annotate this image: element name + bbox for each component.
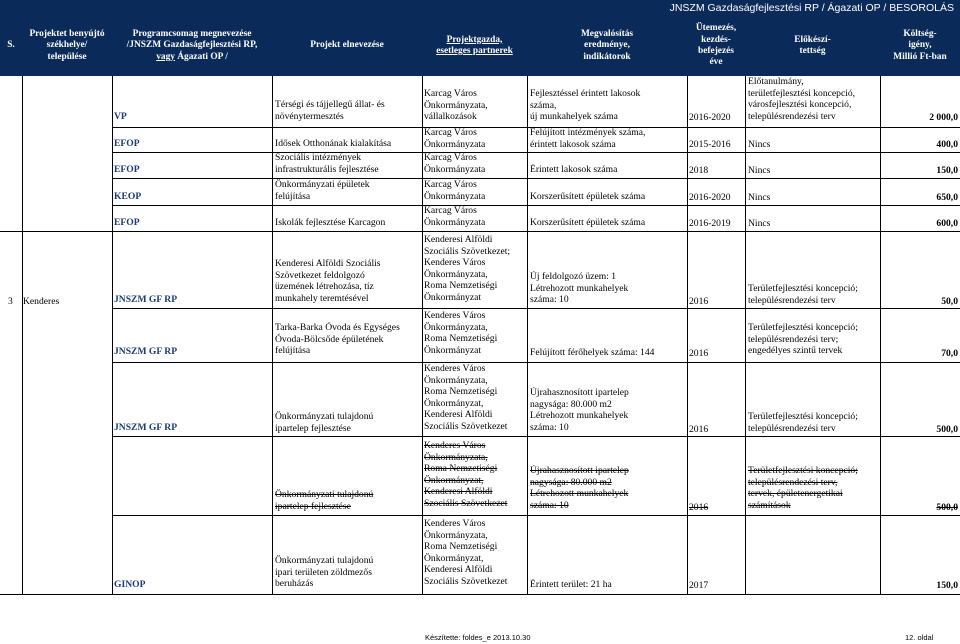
cell-elokeszitettseg: Nincs [748,218,771,229]
cell-eredmeny: Felújított intézmények száma, érintett lakosok száma [530,127,646,150]
row-divider [112,515,960,516]
cell-koltseg: 2 000,0 [929,112,958,123]
row-divider [112,205,960,206]
cell-elokeszitettseg: Területfejlesztési koncepció; településrendezési terv; engedélyes szintű tervek [748,322,858,356]
header-koltseg: Költség- igény, Millió Ft-ban [893,29,947,62]
cell-projekt: Önkormányzati tulajdonú ipartelep fejlesztése [275,411,374,434]
cell-program: EFOP [114,217,140,228]
cell-ev: 2016-2020 [689,112,731,123]
cell-koltseg: 500,0 [936,502,958,513]
header-program-line1: Programcsomag megnevezése [132,29,252,40]
cell-eredmeny: Új feldolgozó üzem: 1 Létrehozott munkahelyek száma: 10 [530,271,629,305]
cell-eredmeny: Újrahasznosított ipartelep nagysága: 80.000 m2 Létrehozott munkahelyek száma: 10 [530,387,629,433]
cell-elokeszitettseg: Területfejlesztési koncepció; településrendezési terv [748,411,858,434]
cell-eredmeny: Érintett terület: 21 ha [530,579,612,590]
cell-gazda: Karcag Város Önkormányzata [424,205,486,228]
header-programcsomag [112,16,272,76]
cell-program: EFOP [114,164,140,175]
row-divider [112,178,960,179]
row-divider [112,362,960,363]
cell-projekt: Idősek Otthonának kialakítása [275,138,392,149]
cell-projekt: Önkormányzati tulajdonú ipartelep fejlesztése [275,489,374,512]
cell-ev: 2016-2020 [689,192,731,203]
document-title-bar [0,0,960,16]
cell-projekt: Térségi és tájjellegű állat- és növénytermesztés [275,99,385,122]
cell-gazda: Kenderes Város Önkormányzata, Roma Nemzetiségi Önkormányzat, Kenderesi Alföldi Szociális Szövetkezet [424,363,508,432]
cell-koltseg: 70,0 [941,348,958,359]
cell-gazda: Kenderes Város Önkormányzata, Roma Nemzetiségi Önkormányzat, Kenderesi Alföldi Szociális Szövetkezet [424,518,508,587]
header-sorszam: S. [7,40,15,51]
cell-gazda: Kenderesi Alföldi Szociális Szövetkezet; Kenderes Város Önkormányzata, Roma Nemzetiségi Önkormányzat [424,234,511,303]
cell-program: KEOP [114,191,142,202]
group-telepules: Kenderes [23,296,60,307]
footer-author: Készítette: foldes_e 2013.10.30 [425,633,531,642]
table-bottom-border [0,594,960,595]
cell-projekt: Önkormányzati tulajdonú ipari területen zöldmezős beruházás [275,555,374,589]
column-border [687,76,688,594]
cell-elokeszitettseg: Területfejlesztési koncepció; településrendezési terv [748,283,858,306]
cell-ev: 2016 [689,502,709,513]
cell-ev: 2016 [689,296,709,307]
cell-koltseg: 600,0 [936,218,958,229]
cell-gazda: Karcag Város Önkormányzata [424,127,486,150]
header-program-line3: Ágazati OP / [174,51,228,62]
cell-program: JNSZM GF RP [114,346,178,357]
cell-projekt: Tarka-Barka Óvoda és Egységes Óvoda-Bölcsőde épületének felújítása [275,322,400,356]
row-divider [112,152,960,153]
cell-ev: 2018 [689,165,709,176]
header-benyujto: Projektet benyújtó székhelye/ települése [29,29,105,62]
header-program-vagy-link[interactable]: vagy [156,51,175,62]
row-divider [112,308,960,309]
cell-elokeszitettseg: Területfejlesztési koncepció; településrendezési terv, tervek, épületenergetikai számítások [748,465,858,511]
cell-projekt: Kenderesi Alföldi Szociális Szövetkezet feldolgozó üzemének létrehozása, tíz munkahely teremtésével [275,258,381,304]
cell-ev: 2016 [689,424,709,435]
header-megvalositas: Megvalósítás eredménye, indikátorok [580,29,634,62]
cell-eredmeny: Korszerűsített épületek száma [530,191,646,202]
column-border [22,76,23,594]
cell-gazda: Karcag Város Önkormányzata, vállalkozások [424,88,488,122]
cell-koltseg: 650,0 [936,192,958,203]
cell-projekt: Szociális intézmények infrastrukturális fejlesztése [275,152,379,175]
cell-program: GINOP [114,579,146,590]
header-projekt: Projekt elnevezése [310,40,384,51]
cell-program: JNSZM GF RP [114,422,178,433]
cell-ev: 2016-2019 [689,218,731,229]
group-divider [0,231,960,232]
column-border [422,76,423,594]
column-border [880,76,881,594]
header-utemezes: Ütemezés, kezdés- befejezés éve [695,23,737,68]
column-border [527,76,528,594]
cell-koltseg: 150,0 [936,165,958,176]
document-title: JNSZM Gazdaságfejlesztési RP / Ágazati OP / BESOROLÁS [669,2,954,14]
column-border [112,76,113,594]
row-divider [112,436,960,437]
cell-projekt: Iskolák fejlesztése Karcagon [275,217,386,228]
cell-gazda: Kenderes Város Önkormányzata, Roma Nemzetiségi Önkormányzat, Kenderesi Alföldi Szociális Szövetkezet [424,440,508,509]
cell-elokeszitettseg: Nincs [748,192,771,203]
cell-ev: 2015-2016 [689,139,731,150]
column-border [745,76,746,594]
cell-eredmeny: Felújított férőhelyek száma: 144 [530,347,655,358]
cell-gazda: Kenderes Város Önkormányzata, Roma Nemzetiségi Önkormányzat [424,310,498,356]
cell-koltseg: 150,0 [936,580,958,591]
cell-gazda: Karcag Város Önkormányzata [424,179,486,202]
cell-koltseg: 400,0 [936,139,958,150]
cell-projekt: Önkormányzati épületek felújítása [275,179,370,202]
cell-eredmeny: Fejlesztéssel érintett lakosok száma, új munkahelyek száma [530,88,641,122]
cell-program: VP [114,111,127,122]
column-border [272,76,273,594]
cell-eredmeny: Újrahasznosított ipartelep nagysága: 80.000 m2 Létrehozott munkahelyek száma: 10 [530,465,629,511]
cell-ev: 2016 [689,348,709,359]
header-projektgazda: Projektgazda, esetleges partnerek [436,34,513,56]
header-elokeszitettseg: Előkészí- tettség [794,34,831,56]
cell-elokeszitettseg: Nincs [748,139,771,150]
cell-program: JNSZM GF RP [114,294,178,305]
footer-page-number: 12. oldal [905,633,934,642]
cell-elokeszitettseg: Előtanulmány, területfejlesztési koncepció, városfejlesztési koncepció, településrendezési terv [748,76,856,122]
cell-gazda: Karcag Város Önkormányzata [424,152,486,175]
group-sorszam: 3 [8,296,13,307]
cell-koltseg: 500,0 [936,424,958,435]
cell-ev: 2017 [689,580,709,591]
cell-eredmeny: Korszerűsített épületek száma [530,217,646,228]
cell-koltseg: 50,0 [941,296,958,307]
cell-eredmeny: Érintett lakosok száma [530,164,618,175]
cell-elokeszitettseg: Nincs [748,165,771,176]
header-program-line2: /JNSZM Gazdaságfejlesztési RP, [126,40,258,51]
cell-program: EFOP [114,138,140,149]
